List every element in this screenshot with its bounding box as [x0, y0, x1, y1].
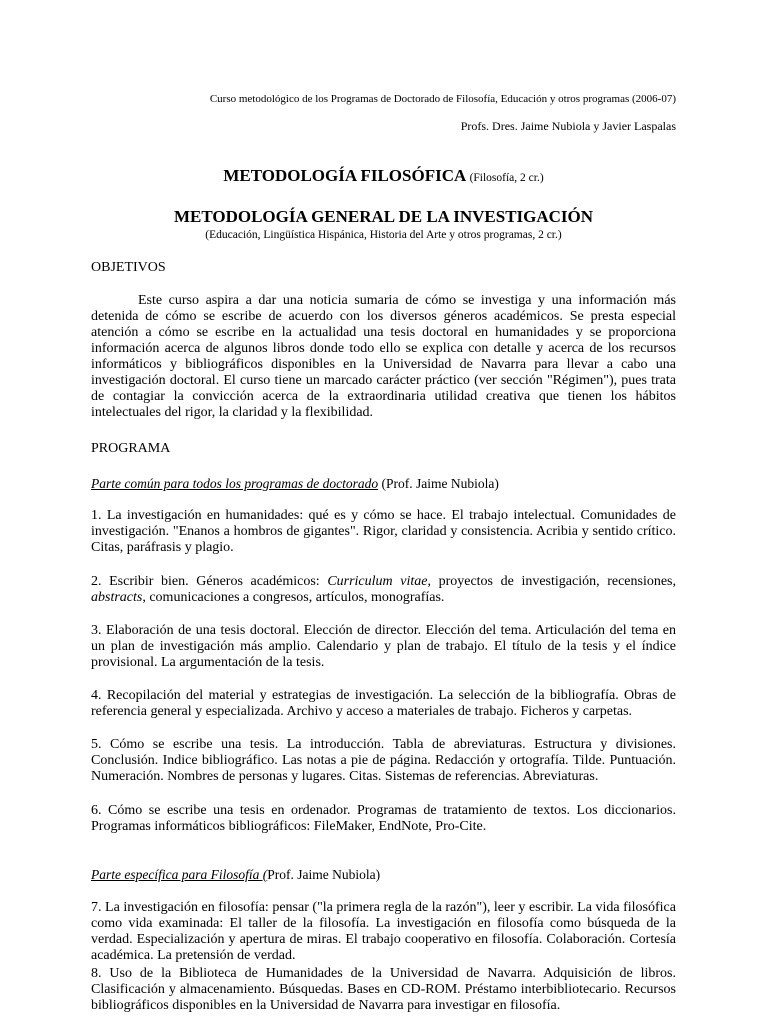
part-philosophy-prof: Prof. Jaime Nubiola) — [267, 867, 381, 882]
title-metodologia-filosofica — [91, 166, 676, 188]
part-philosophy-label: Parte específica para Filosofía ( — [91, 867, 268, 882]
program-item-3: 3. Elaboración de una tesis doctoral. Elección de director. Elección del tema. Articulación del tema en un plan de investigación más amplio. Calendario y plan de trabajo. El título de la tesis y el índice provisional. La argumentación de la tesis. — [91, 623, 676, 670]
part-common-label: Parte común para todos los programas de doctorado — [91, 476, 379, 491]
section-heading-objetivos: OBJETIVOS — [91, 260, 166, 275]
program-item-8: 8. Uso de la Biblioteca de Humanidades de la Universidad de Navarra. Adquisición de libros. Clasificación y almacenamiento. Búsquedas. Bases en CD-ROM. Préstamo interbibliotecario. Recursos bibliográficos disponibles en la Universidad de Navarra para investigar en filosofía. — [91, 966, 676, 1013]
title1-text: METODOLOGÍA FILOSÓFICA — [223, 166, 466, 185]
title1-note: (Filosofía, 2 cr.) — [469, 172, 544, 184]
item2-text-e: , comunicaciones a congresos, artículos, monografías. — [142, 590, 445, 605]
program-item-4: 4. Recopilación del material y estrategias de investigación. La selección de la bibliografía. Obras de referencia general y especializada. Archivo y acceso a materiales de trabajo. Ficheros y carpetas. — [91, 688, 676, 719]
program-item-7: 7. La investigación en filosofía: pensar ("la primera regla de la razón"), leer y escribir. La vida filosófica como vida examinada: El taller de la filosofía. La investigación en filosofía como búsqueda de la verdad. Especialización y apertura de miras. El trabajo cooperativo en filosofía. Colaboración. Cortesía académica. La pretensión de verdad. — [91, 900, 676, 963]
item2-abstracts: abstracts — [91, 590, 143, 605]
part-common-prof: (Prof. Jaime Nubiola) — [378, 476, 499, 491]
part-common-heading — [91, 476, 499, 492]
item2-text-c: , proyectos de investigación, recensiones, — [427, 574, 676, 589]
item2-curriculum: Curriculum vitae — [327, 574, 428, 589]
program-item-2 — [91, 574, 676, 606]
objetivos-paragraph: Este curso aspira a dar una noticia sumaria de cómo se investiga y una información más detenida de cómo se escribe de acuerdo con los diversos géneros académicos. Se presta especial atención a cómo se escribe en la actualidad una tesis doctoral en humanidades y se proporciona información acerca de algunos libros donde todo ello se explica con detalle y acerca de los recursos informáticos y bibliográficos disponibles en la Universidad de Navarra para llevar a cabo una investigación doctoral. El curso tiene un marcado carácter práctico (ver sección "Régimen"), pues trata de contagiar la convicción acerca de la extraordinaria utilidad creativa que tienen los hábitos intelectuales del rigor, la claridad y la flexibilidad. — [91, 293, 676, 420]
title2-note: (Educación, Lingüística Hispánica, Historia del Arte y otros programas, 2 cr.) — [205, 229, 562, 241]
item2-text-a: 2. Escribir bien. Géneros académicos: — [91, 574, 328, 589]
program-item-6: 6. Cómo se escribe una tesis en ordenador. Programas de tratamiento de textos. Los diccionarios. Programas informáticos bibliográficos: FileMaker, EndNote, Pro-Cite. — [91, 803, 676, 834]
program-item-1: 1. La investigación en humanidades: qué es y cómo se hace. El trabajo intelectual. Comunidades de investigación. "Enanos a hombros de gigantes". Rigor, claridad y consistencia. Acribia y sentido crítico. Citas, paráfrasis y plagio. — [91, 508, 676, 555]
section-heading-programa: PROGRAMA — [91, 441, 171, 456]
part-philosophy-heading — [91, 867, 380, 883]
title-metodologia-general: METODOLOGÍA GENERAL DE LA INVESTIGACIÓN — [173, 207, 594, 226]
professors-line: Profs. Dres. Jaime Nubiola y Javier Laspalas — [460, 119, 676, 133]
program-item-5: 5. Cómo se escribe una tesis. La introducción. Tabla de abreviaturas. Estructura y divisiones. Conclusión. Indice bibliográfico. Las notas a pie de página. Redacción y ortografía. Tilde. Puntuación. Numeración. Nombres de personas y lugares. Citas. Sistemas de referencias. Abreviaturas. — [91, 737, 676, 784]
course-header: Curso metodológico de los Programas de Doctorado de Filosofía, Educación y otros programas (2006-07) — [209, 93, 676, 105]
